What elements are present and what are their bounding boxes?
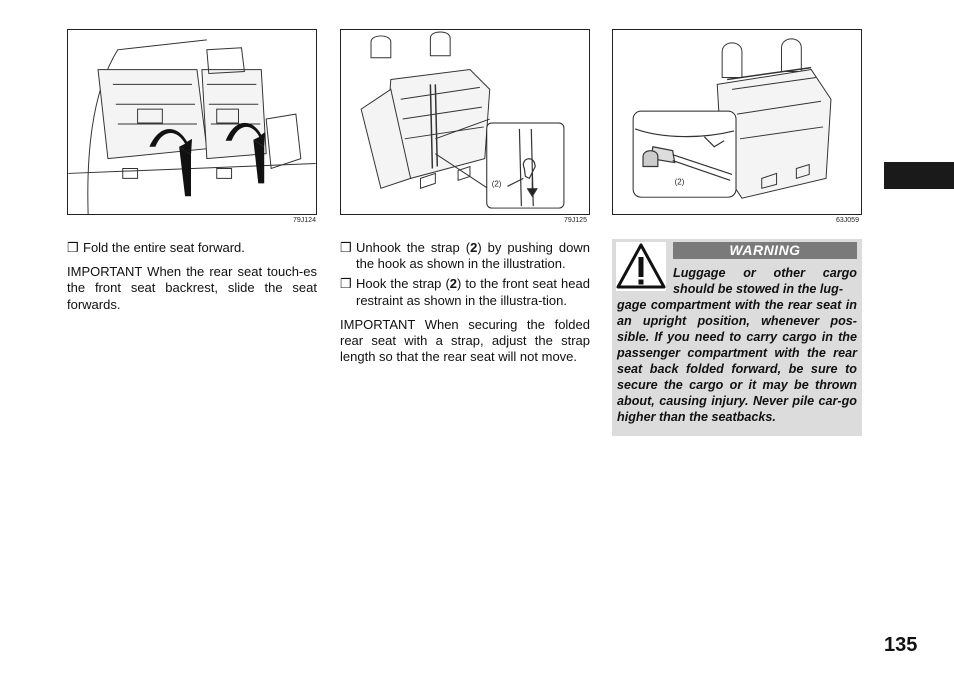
warning-box (612, 239, 862, 436)
checkbox-bullet-icon: ❒ (340, 240, 352, 255)
figure-unhook-strap (340, 29, 590, 215)
figure-code: 79J125 (564, 217, 587, 224)
important-note: IMPORTANT When securing the folded rear seat with a strap, adjust the strap length so that the rear seat will not move. (340, 316, 590, 365)
strap-unhook-illustration (341, 30, 589, 214)
figure-hook-strap (612, 29, 862, 215)
list-item: ❒ Fold the entire seat forward. (67, 240, 245, 255)
strap-hook-illustration (613, 30, 861, 214)
checkbox-bullet-icon: ❒ (67, 240, 79, 255)
seat-fold-illustration (68, 30, 316, 214)
column-1 (67, 240, 317, 321)
list-item: ❒ Hook the strap (2) to the front seat head restraint as shown in the illustra-tion. (340, 276, 590, 308)
figure-code: 63J059 (836, 217, 859, 224)
callout-label: (2) (674, 177, 685, 187)
column-2 (340, 240, 590, 373)
warning-title: WARNING (673, 242, 857, 259)
callout-label: (2) (491, 179, 502, 189)
important-note: IMPORTANT When the rear seat touch-es the front seat backrest, slide the seat forwards. (67, 264, 317, 312)
warning-text: Luggage or other cargo should be stowed in the lug- gage compartment with the rear seat in an upright position, whenever pos-sible. If you need to carry cargo in the passenger compartment with the rear seat back folded forward, be sure to secure the cargo or it may be thrown about, causing injury. Never pile car-go higher than the seatbacks. (617, 266, 857, 424)
checkbox-bullet-icon: ❒ (340, 276, 352, 292)
page-number: 135 (884, 634, 918, 656)
section-tab (884, 162, 954, 189)
figure-fold-seat (67, 29, 317, 215)
list-item: ❒ Unhook the strap (2) by pushing down the hook as shown in the illustration. (340, 240, 590, 272)
figure-code: 79J124 (293, 217, 316, 224)
